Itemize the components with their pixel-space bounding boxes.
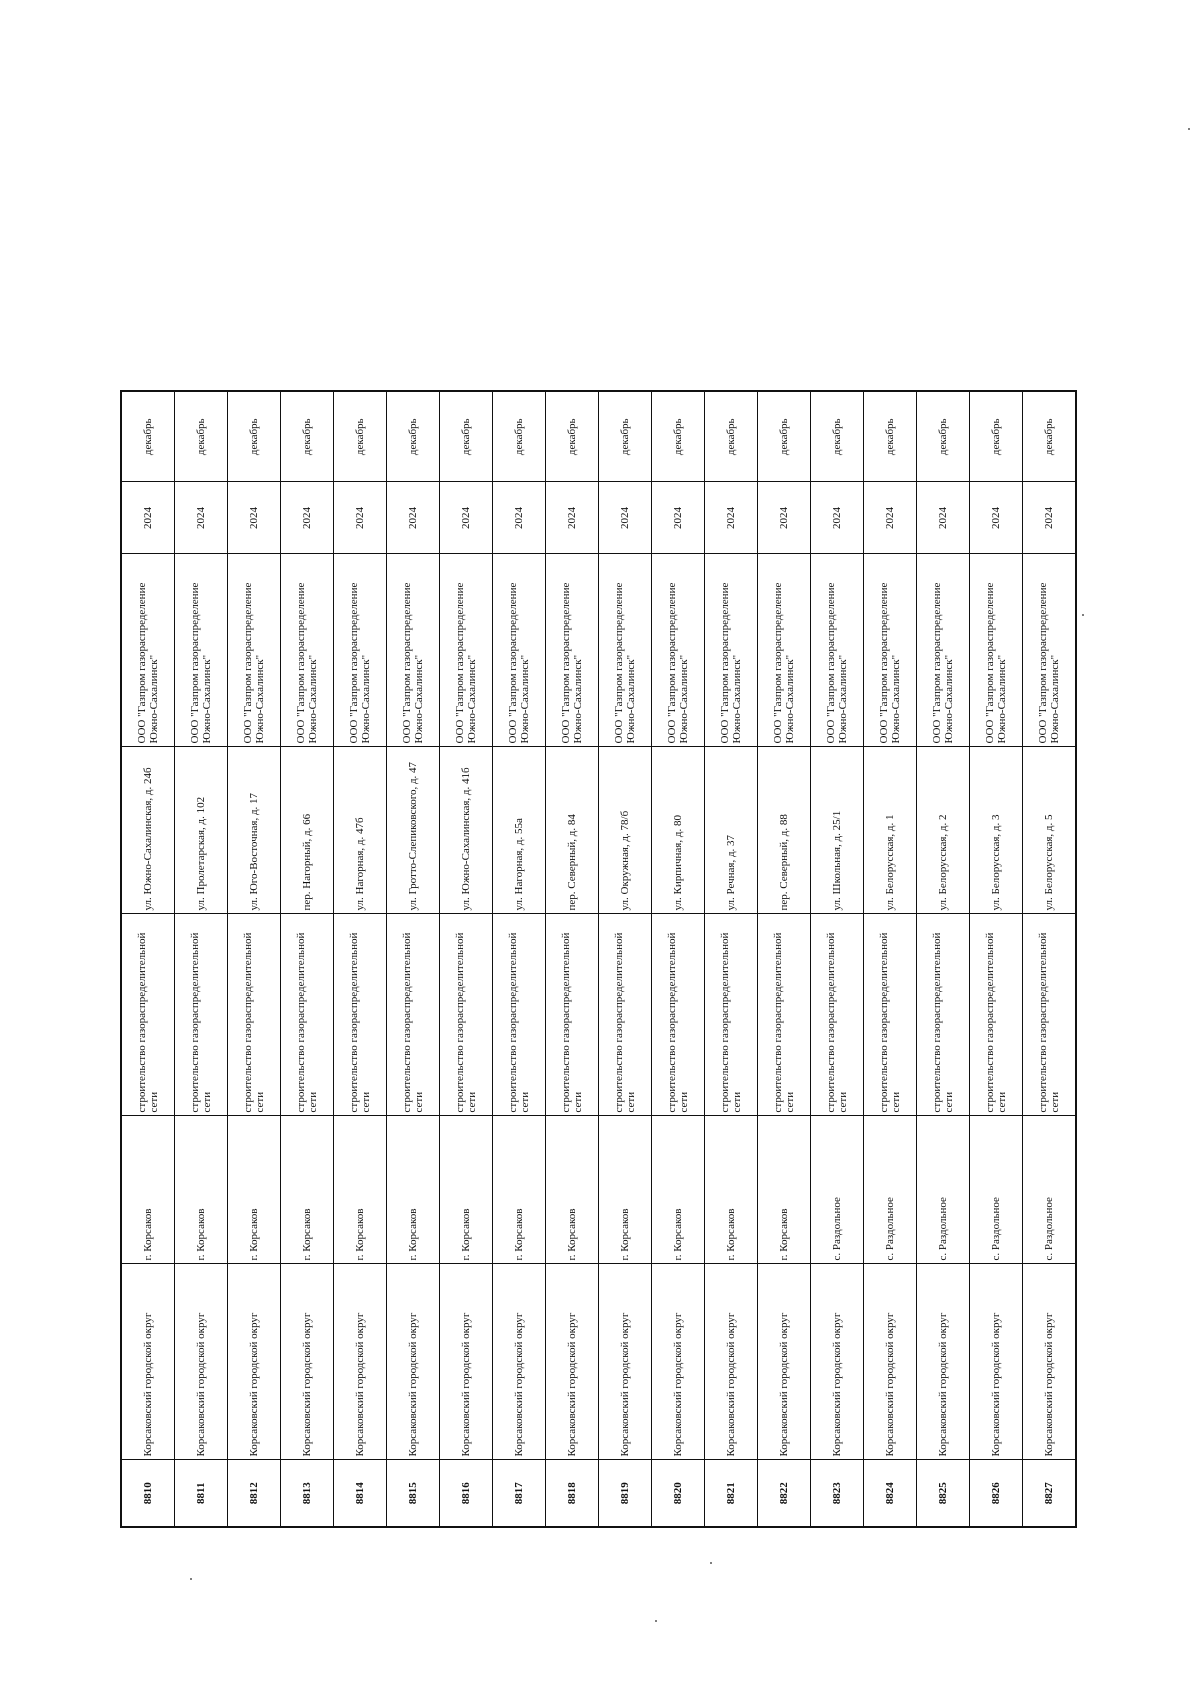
locality-cell: с. Раздольное [811,1116,864,1264]
locality-cell: с. Раздольное [864,1116,917,1264]
work-type-cell: строительство газораспределительной сети [228,914,281,1116]
district-cell: Корсаковский городской округ [1023,1264,1077,1460]
district-cell: Корсаковский городской округ [175,1264,228,1460]
scan-speck [710,1562,712,1564]
month-cell: декабрь [228,391,281,482]
row-number: 8818 [546,1460,599,1527]
district-cell: Корсаковский городской округ [281,1264,334,1460]
year-cell: 2024 [1023,482,1077,554]
table-row [652,391,705,1527]
row-number: 8815 [387,1460,440,1527]
scan-speck [655,1620,657,1622]
address-cell: ул. Гротто-Слепиковского, д. 47 [387,747,440,914]
rotated-table-container [120,392,1074,1528]
locality-cell: с. Раздольное [1023,1116,1077,1264]
organization-cell: ООО "Газпром газораспределение Южно-Сахалинск" [175,554,228,747]
address-cell: пер. Северный, д. 88 [758,747,811,914]
table-row [1023,391,1077,1527]
organization-cell: ООО "Газпром газораспределение Южно-Сахалинск" [546,554,599,747]
address-cell: ул. Белорусская, д. 1 [864,747,917,914]
district-cell: Корсаковский городской округ [546,1264,599,1460]
organization-cell: ООО "Газпром газораспределение Южно-Сахалинск" [864,554,917,747]
work-type-cell: строительство газораспределительной сети [334,914,387,1116]
table-row [546,391,599,1527]
row-number: 8821 [705,1460,758,1527]
locality-cell: г. Корсаков [334,1116,387,1264]
year-cell: 2024 [175,482,228,554]
table-row [493,391,546,1527]
locality-cell: г. Корсаков [387,1116,440,1264]
row-number: 8826 [970,1460,1023,1527]
month-cell: декабрь [758,391,811,482]
table-row [334,391,387,1527]
row-number: 8822 [758,1460,811,1527]
row-number: 8819 [599,1460,652,1527]
work-type-cell: строительство газораспределительной сети [652,914,705,1116]
table-row [440,391,493,1527]
locality-cell: г. Корсаков [546,1116,599,1264]
district-cell: Корсаковский городской округ [334,1264,387,1460]
work-type-cell: строительство газораспределительной сети [599,914,652,1116]
month-cell: декабрь [334,391,387,482]
work-type-cell: строительство газораспределительной сети [811,914,864,1116]
work-type-cell: строительство газораспределительной сети [387,914,440,1116]
month-cell: декабрь [281,391,334,482]
year-cell: 2024 [705,482,758,554]
month-cell: декабрь [121,391,175,482]
address-cell: ул. Белорусская, д. 3 [970,747,1023,914]
scan-speck [1082,614,1084,616]
work-type-cell: строительство газораспределительной сети [864,914,917,1116]
work-type-cell: строительство газораспределительной сети [121,914,175,1116]
table-row [705,391,758,1527]
work-type-cell: строительство газораспределительной сети [440,914,493,1116]
address-cell: ул. Окружная, д. 78/б [599,747,652,914]
row-number: 8814 [334,1460,387,1527]
year-cell: 2024 [440,482,493,554]
district-cell: Корсаковский городской округ [917,1264,970,1460]
work-type-cell: строительство газораспределительной сети [546,914,599,1116]
year-cell: 2024 [334,482,387,554]
locality-cell: г. Корсаков [175,1116,228,1264]
locality-cell: г. Корсаков [652,1116,705,1264]
month-cell: декабрь [1023,391,1077,482]
work-type-cell: строительство газораспределительной сети [1023,914,1077,1116]
organization-cell: ООО "Газпром газораспределение Южно-Сахалинск" [281,554,334,747]
locality-cell: г. Корсаков [493,1116,546,1264]
address-cell: ул. Пролетарская, д. 102 [175,747,228,914]
district-cell: Корсаковский городской округ [705,1264,758,1460]
organization-cell: ООО "Газпром газораспределение Южно-Сахалинск" [970,554,1023,747]
address-cell: ул. Речная, д. 37 [705,747,758,914]
organization-cell: ООО "Газпром газораспределение Южно-Сахалинск" [121,554,175,747]
district-cell: Корсаковский городской округ [121,1264,175,1460]
organization-cell: ООО "Газпром газораспределение Южно-Сахалинск" [652,554,705,747]
year-cell: 2024 [864,482,917,554]
address-cell: ул. Южно-Сахалинская, д. 41б [440,747,493,914]
address-cell: ул. Нагорная, д. 55а [493,747,546,914]
work-type-cell: строительство газораспределительной сети [917,914,970,1116]
month-cell: декабрь [917,391,970,482]
month-cell: декабрь [387,391,440,482]
address-cell: ул. Нагорная, д. 47б [334,747,387,914]
year-cell: 2024 [493,482,546,554]
address-cell: ул. Белорусская, д. 5 [1023,747,1077,914]
address-cell: пер. Нагорный, д. 66 [281,747,334,914]
organization-cell: ООО "Газпром газораспределение Южно-Сахалинск" [917,554,970,747]
address-cell: ул. Юго-Восточная, д. 17 [228,747,281,914]
district-cell: Корсаковский городской округ [387,1264,440,1460]
table-body [121,391,1076,1527]
address-cell: пер. Северный, д. 84 [546,747,599,914]
row-number: 8813 [281,1460,334,1527]
year-cell: 2024 [652,482,705,554]
work-type-cell: строительство газораспределительной сети [758,914,811,1116]
locality-cell: г. Корсаков [281,1116,334,1264]
organization-cell: ООО "Газпром газораспределение Южно-Сахалинск" [599,554,652,747]
month-cell: декабрь [811,391,864,482]
work-type-cell: строительство газораспределительной сети [493,914,546,1116]
month-cell: декабрь [599,391,652,482]
locality-cell: г. Корсаков [705,1116,758,1264]
organization-cell: ООО "Газпром газораспределение Южно-Сахалинск" [758,554,811,747]
organization-cell: ООО "Газпром газораспределение Южно-Сахалинск" [493,554,546,747]
organization-cell: ООО "Газпром газораспределение Южно-Сахалинск" [387,554,440,747]
address-cell: ул. Белорусская, д. 2 [917,747,970,914]
year-cell: 2024 [228,482,281,554]
locality-cell: г. Корсаков [758,1116,811,1264]
month-cell: декабрь [440,391,493,482]
district-cell: Корсаковский городской округ [811,1264,864,1460]
work-type-cell: строительство газораспределительной сети [281,914,334,1116]
registry-table [120,390,1077,1528]
month-cell: декабрь [175,391,228,482]
year-cell: 2024 [121,482,175,554]
month-cell: декабрь [705,391,758,482]
year-cell: 2024 [970,482,1023,554]
organization-cell: ООО "Газпром газораспределение Южно-Сахалинск" [811,554,864,747]
address-cell: ул. Кирпичная, д. 80 [652,747,705,914]
year-cell: 2024 [758,482,811,554]
district-cell: Корсаковский городской округ [864,1264,917,1460]
organization-cell: ООО "Газпром газораспределение Южно-Сахалинск" [228,554,281,747]
organization-cell: ООО "Газпром газораспределение Южно-Сахалинск" [705,554,758,747]
year-cell: 2024 [546,482,599,554]
year-cell: 2024 [387,482,440,554]
locality-cell: г. Корсаков [440,1116,493,1264]
year-cell: 2024 [599,482,652,554]
locality-cell: г. Корсаков [599,1116,652,1264]
district-cell: Корсаковский городской округ [599,1264,652,1460]
organization-cell: ООО "Газпром газораспределение Южно-Сахалинск" [1023,554,1077,747]
year-cell: 2024 [917,482,970,554]
district-cell: Корсаковский городской округ [970,1264,1023,1460]
scan-speck [190,1578,192,1580]
locality-cell: г. Корсаков [121,1116,175,1264]
work-type-cell: строительство газораспределительной сети [705,914,758,1116]
table-row [175,391,228,1527]
address-cell: ул. Школьная, д. 25/1 [811,747,864,914]
row-number: 8825 [917,1460,970,1527]
row-number: 8811 [175,1460,228,1527]
month-cell: декабрь [493,391,546,482]
table-row [121,391,175,1527]
table-row [228,391,281,1527]
organization-cell: ООО "Газпром газораспределение Южно-Сахалинск" [440,554,493,747]
table-row [281,391,334,1527]
locality-cell: с. Раздольное [917,1116,970,1264]
row-number: 8816 [440,1460,493,1527]
table-row [811,391,864,1527]
row-number: 8827 [1023,1460,1077,1527]
row-number: 8820 [652,1460,705,1527]
district-cell: Корсаковский городской округ [652,1264,705,1460]
table-row [758,391,811,1527]
row-number: 8823 [811,1460,864,1527]
organization-cell: ООО "Газпром газораспределение Южно-Сахалинск" [334,554,387,747]
month-cell: декабрь [864,391,917,482]
district-cell: Корсаковский городской округ [228,1264,281,1460]
row-number: 8812 [228,1460,281,1527]
locality-cell: с. Раздольное [970,1116,1023,1264]
month-cell: декабрь [970,391,1023,482]
table-row [864,391,917,1527]
table-row [387,391,440,1527]
work-type-cell: строительство газораспределительной сети [175,914,228,1116]
row-number: 8817 [493,1460,546,1527]
locality-cell: г. Корсаков [228,1116,281,1264]
year-cell: 2024 [811,482,864,554]
month-cell: декабрь [652,391,705,482]
table-row [970,391,1023,1527]
row-number: 8824 [864,1460,917,1527]
table-row [917,391,970,1527]
district-cell: Корсаковский городской округ [758,1264,811,1460]
address-cell: ул. Южно-Сахалинская, д. 24б [121,747,175,914]
work-type-cell: строительство газораспределительной сети [970,914,1023,1116]
month-cell: декабрь [546,391,599,482]
district-cell: Корсаковский городской округ [440,1264,493,1460]
table-row [599,391,652,1527]
year-cell: 2024 [281,482,334,554]
district-cell: Корсаковский городской округ [493,1264,546,1460]
scan-speck [1188,128,1190,130]
row-number: 8810 [121,1460,175,1527]
